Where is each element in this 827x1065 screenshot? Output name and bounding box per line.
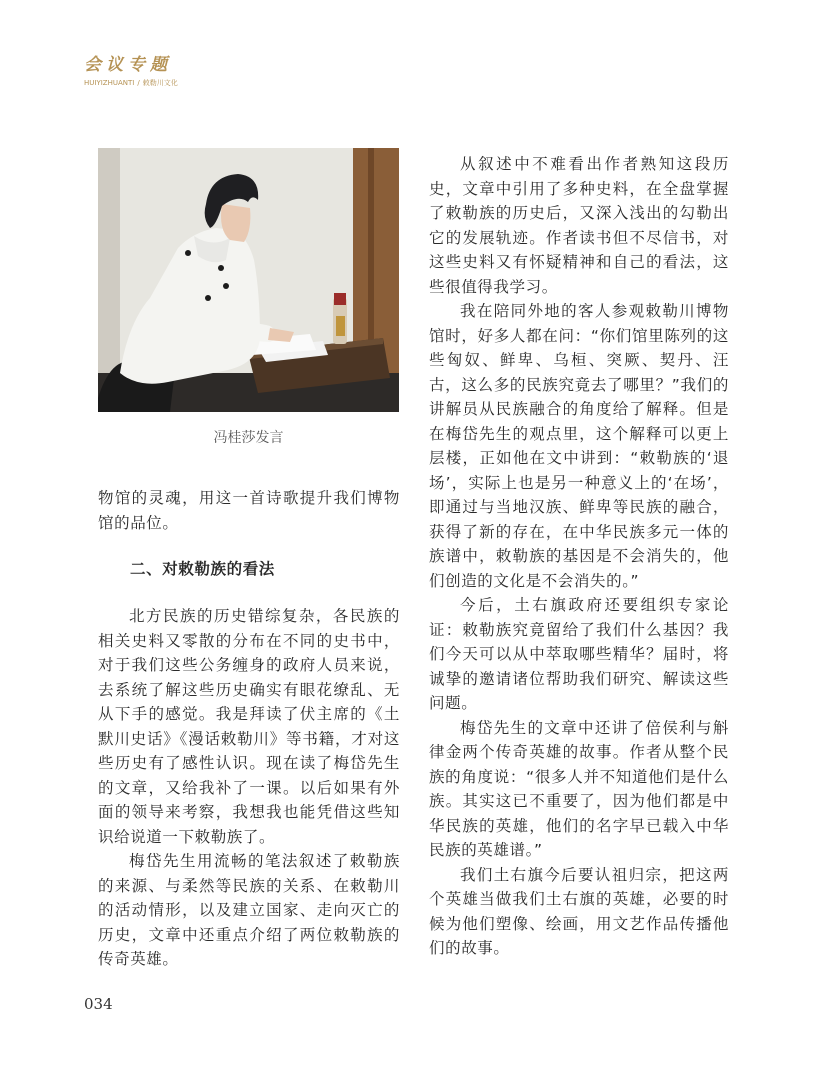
body-paragraph: 北方民族的历史错综复杂，各民族的相关史料又零散的分布在不同的史书中，对于我们这些公务缠身的政府人员来说，去系统了解这些历史确实有眼花缭乱、无从下手的感觉。我是拜读了伏主席的《土默川史话》《漫话敕勒川》等书籍，才对这些历史有了感性认识。现在读了梅岱先生的文章，又给我补了一课。以后如果有外面的领导来考察，我想我也能凭借这些知识给说道一下敕勒族了。 — [98, 607, 400, 846]
body-paragraph: 我们土右旗今后要认祖归宗，把这两个英雄当做我们土右旗的英雄，必要的时候为他们塑像、绘画，用文艺作品传播他们的故事。 — [429, 865, 729, 957]
body-paragraph: 梅岱先生的文章中还讲了倍侯利与斛律金两个传奇英雄的故事。作者从整个民族的角度说：“很多人并不知道他们是什么族。其实这已不重要了，因为他们都是中华民族的英雄，他们的名字早已载入中华民族的英雄谱。” — [429, 718, 729, 859]
left-column-continuation — [98, 486, 400, 535]
continued-paragraph: 物馆的灵魂，用这一首诗歌提升我们博物馆的品位。 — [98, 489, 400, 532]
section-title: 会议专题 — [84, 55, 172, 75]
section-heading: 二、对敕勒族的看法 — [130, 560, 275, 578]
section-topic: 敕勒川文化 — [142, 79, 178, 87]
section-separator: / — [137, 79, 140, 87]
speaker-photo — [98, 148, 399, 412]
section-pinyin: HUIYIZHUANTI — [84, 79, 135, 87]
section-subtitle — [84, 78, 178, 88]
body-paragraph: 梅岱先生用流畅的笔法叙述了敕勒族的来源、与柔然等民族的关系、在敕勒川的活动情形，以及建立国家、走向灭亡的历史，文章中还重点介绍了两位敕勒族的传奇英雄。 — [98, 852, 400, 968]
photo-caption: 冯桂莎发言 — [213, 430, 284, 446]
left-column-body — [98, 604, 400, 972]
right-column-body — [429, 152, 729, 961]
body-paragraph: 今后，土右旗政府还要组织专家论证：敕勒族究竟留给了我们什么基因？我们今天可以从中萃取哪些精华？届时，将诚挚的邀请诸位帮助我们研究、解读这些问题。 — [429, 596, 729, 712]
body-paragraph: 从叙述中不难看出作者熟知这段历史，文章中引用了多种史料，在全盘掌握了敕勒族的历史后，又深入浅出的勾勒出它的发展轨迹。作者读书但不尽信书，对这些史料又有怀疑精神和自己的看法，这些很值得我学习。 — [429, 155, 729, 296]
body-paragraph: 我在陪同外地的客人参观敕勒川博物馆时，好多人都在问：“你们馆里陈列的这些匈奴、鲜卑、乌桓、突厥、契丹、汪古，这么多的民族究竟去了哪里？”我们的讲解员从民族融合的角度给了解释。但是在梅岱先生的观点里，这个解释可以更上层楼，正如他在文中讲到：“敕勒族的‘退场’，实际上也是另一种意义上的‘在场’，即通过与当地汉族、鲜卑等民族的融合，获得了新的存在，在中华民族多元一体的族谱中，敕勒族的基因是不会消失的，他们创造的文化是不会消失的。” — [429, 302, 729, 590]
magazine-header — [84, 50, 178, 88]
page-number: 034 — [84, 995, 113, 1013]
photo-illustration — [98, 148, 399, 412]
